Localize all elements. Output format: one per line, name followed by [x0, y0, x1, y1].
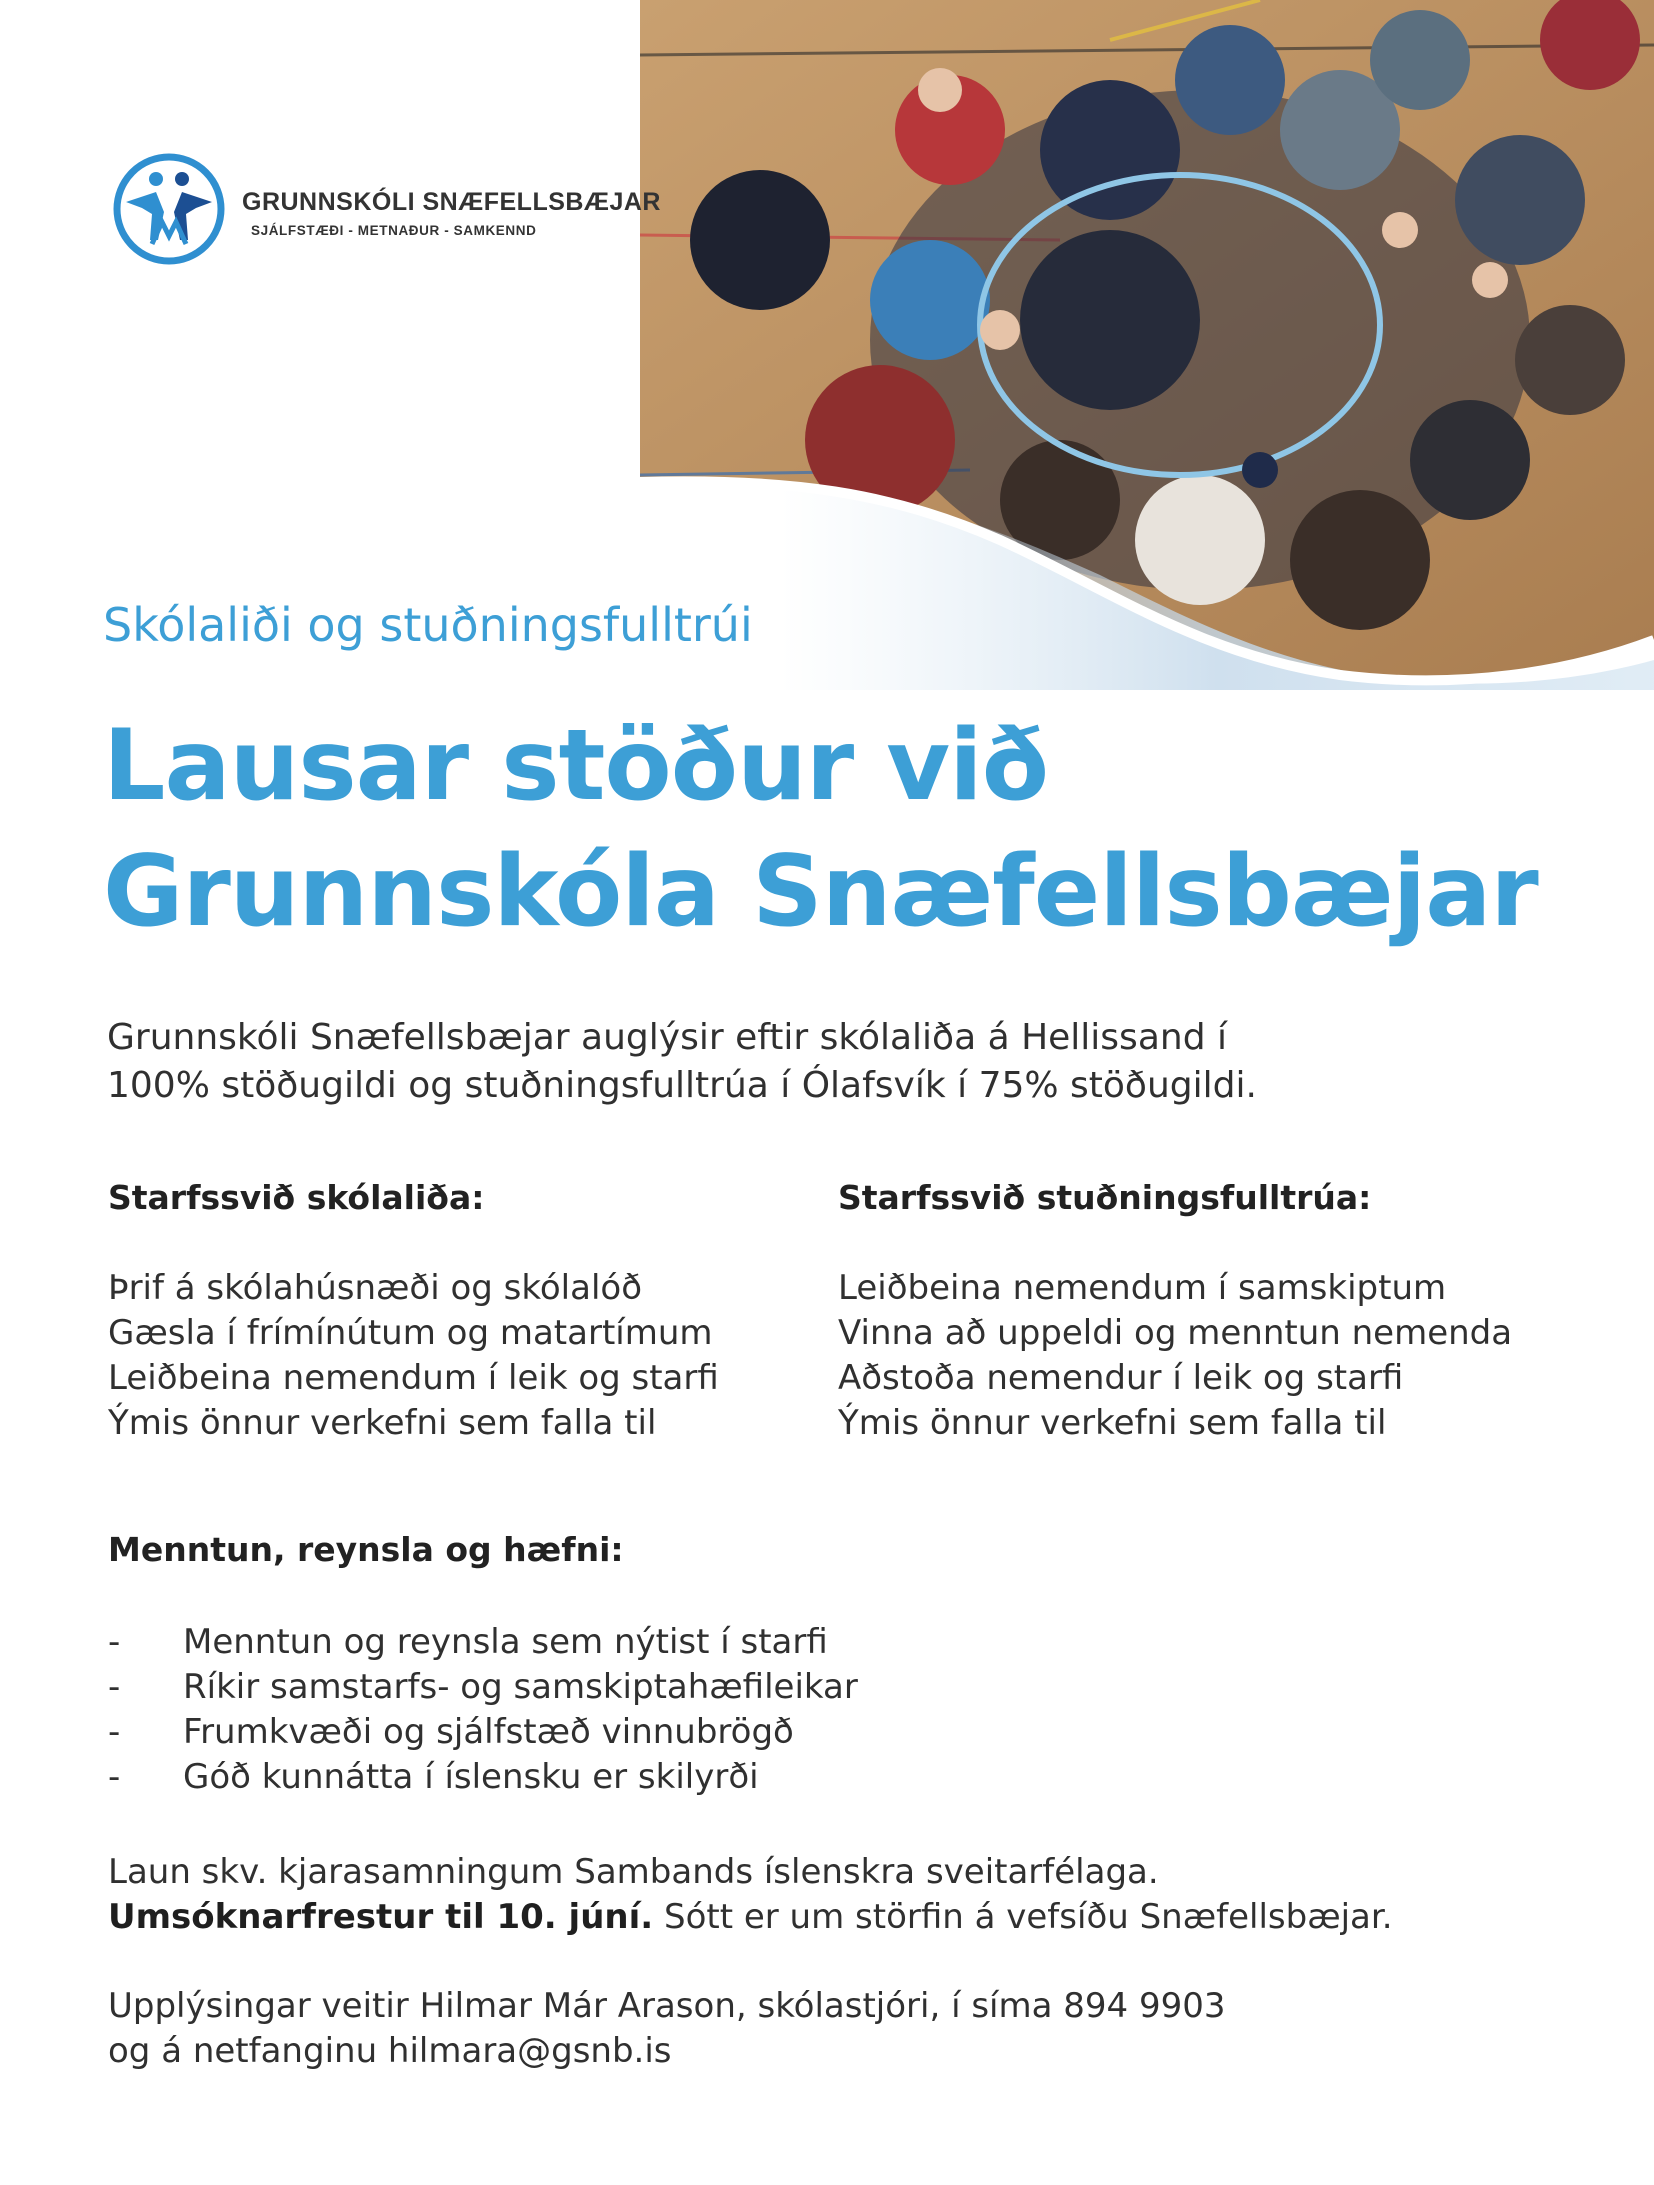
section-heading: Starfssvið stuðningsfulltrúa: [838, 1178, 1372, 1217]
page-title [103, 703, 1603, 955]
duties-list [838, 1266, 1618, 1446]
title-line-2: Grunnskóla Snæfellsbæjar [103, 835, 1538, 949]
deadline-bold: Umsóknarfrestur til 10. júní. [108, 1897, 654, 1937]
intro-line-1: Grunnskóli Snæfellsbæjar auglýsir eftir skólaliða á Hellissand í [107, 1017, 1227, 1058]
support-officer-duties [838, 1178, 1618, 1446]
list-item: Aðstoða nemendur í leik og starfi [838, 1358, 1404, 1398]
school-aide-duties [108, 1178, 808, 1446]
list-item [108, 1710, 1508, 1755]
title-line-1: Lausar stöður við [103, 709, 1049, 823]
school-motto: SJÁLFSTÆÐI - METNAÐUR - SAMKENND [251, 223, 537, 238]
list-item: Ýmis önnur verkefni sem falla til [838, 1403, 1387, 1443]
list-item [108, 1665, 1508, 1710]
list-item: Leiðbeina nemendum í leik og starfi [108, 1358, 719, 1398]
list-item: Þrif á skólahúsnæði og skólalóð [108, 1268, 643, 1308]
list-item: Vinna að uppeldi og menntun nemenda [838, 1313, 1513, 1353]
section-heading: Starfssvið skólaliða: [108, 1178, 485, 1217]
subtitle: Skólaliði og stuðningsfulltrúi [103, 598, 753, 652]
footer-info [108, 1850, 1608, 2074]
list-item: Ýmis önnur verkefni sem falla til [108, 1403, 657, 1443]
dash-bullet: - [108, 1667, 121, 1707]
school-name: GRUNNSKÓLI SNÆFELLSBÆJAR [242, 188, 661, 216]
duties-list [108, 1266, 808, 1446]
intro-paragraph [107, 1014, 1557, 1110]
list-item: Gæsla í frímínútum og matartímum [108, 1313, 713, 1353]
contact-line-1: Upplýsingar veitir Hilmar Már Arason, skólastjóri, í síma 894 9903 [108, 1986, 1226, 2026]
list-item-text: Menntun og reynsla sem nýtist í starfi [183, 1622, 828, 1662]
dash-bullet: - [108, 1757, 121, 1797]
qualifications-section [108, 1530, 1508, 1800]
contact-line-2: og á netfanginu hilmara@gsnb.is [108, 2031, 672, 2071]
students-circle-photo [640, 0, 1654, 690]
deadline-line [108, 1895, 1608, 1940]
salary-text: Laun skv. kjarasamningum Sambands íslenskra sveitarfélaga. [108, 1852, 1159, 1892]
list-item [108, 1620, 1508, 1665]
list-item-text: Ríkir samstarfs- og samskiptahæfileikar [183, 1667, 858, 1707]
dash-bullet: - [108, 1622, 121, 1662]
intro-line-2: 100% stöðugildi og stuðningsfulltrúa í Ólafsvík í 75% stöðugildi. [107, 1065, 1257, 1106]
school-logo-figures-icon [112, 152, 226, 266]
school-logo [112, 152, 661, 267]
list-item: Leiðbeina nemendum í samskiptum [838, 1268, 1447, 1308]
list-item-text: Góð kunnátta í íslensku er skilyrði [183, 1757, 759, 1797]
list-item-text: Frumkvæði og sjálfstæð vinnubrögð [183, 1712, 794, 1752]
dash-bullet: - [108, 1712, 121, 1752]
qualifications-list [108, 1620, 1508, 1800]
deadline-rest: Sótt er um störfin á vefsíðu Snæfellsbæjar. [653, 1897, 1393, 1937]
section-heading: Menntun, reynsla og hæfni: [108, 1530, 624, 1569]
list-item [108, 1755, 1508, 1800]
